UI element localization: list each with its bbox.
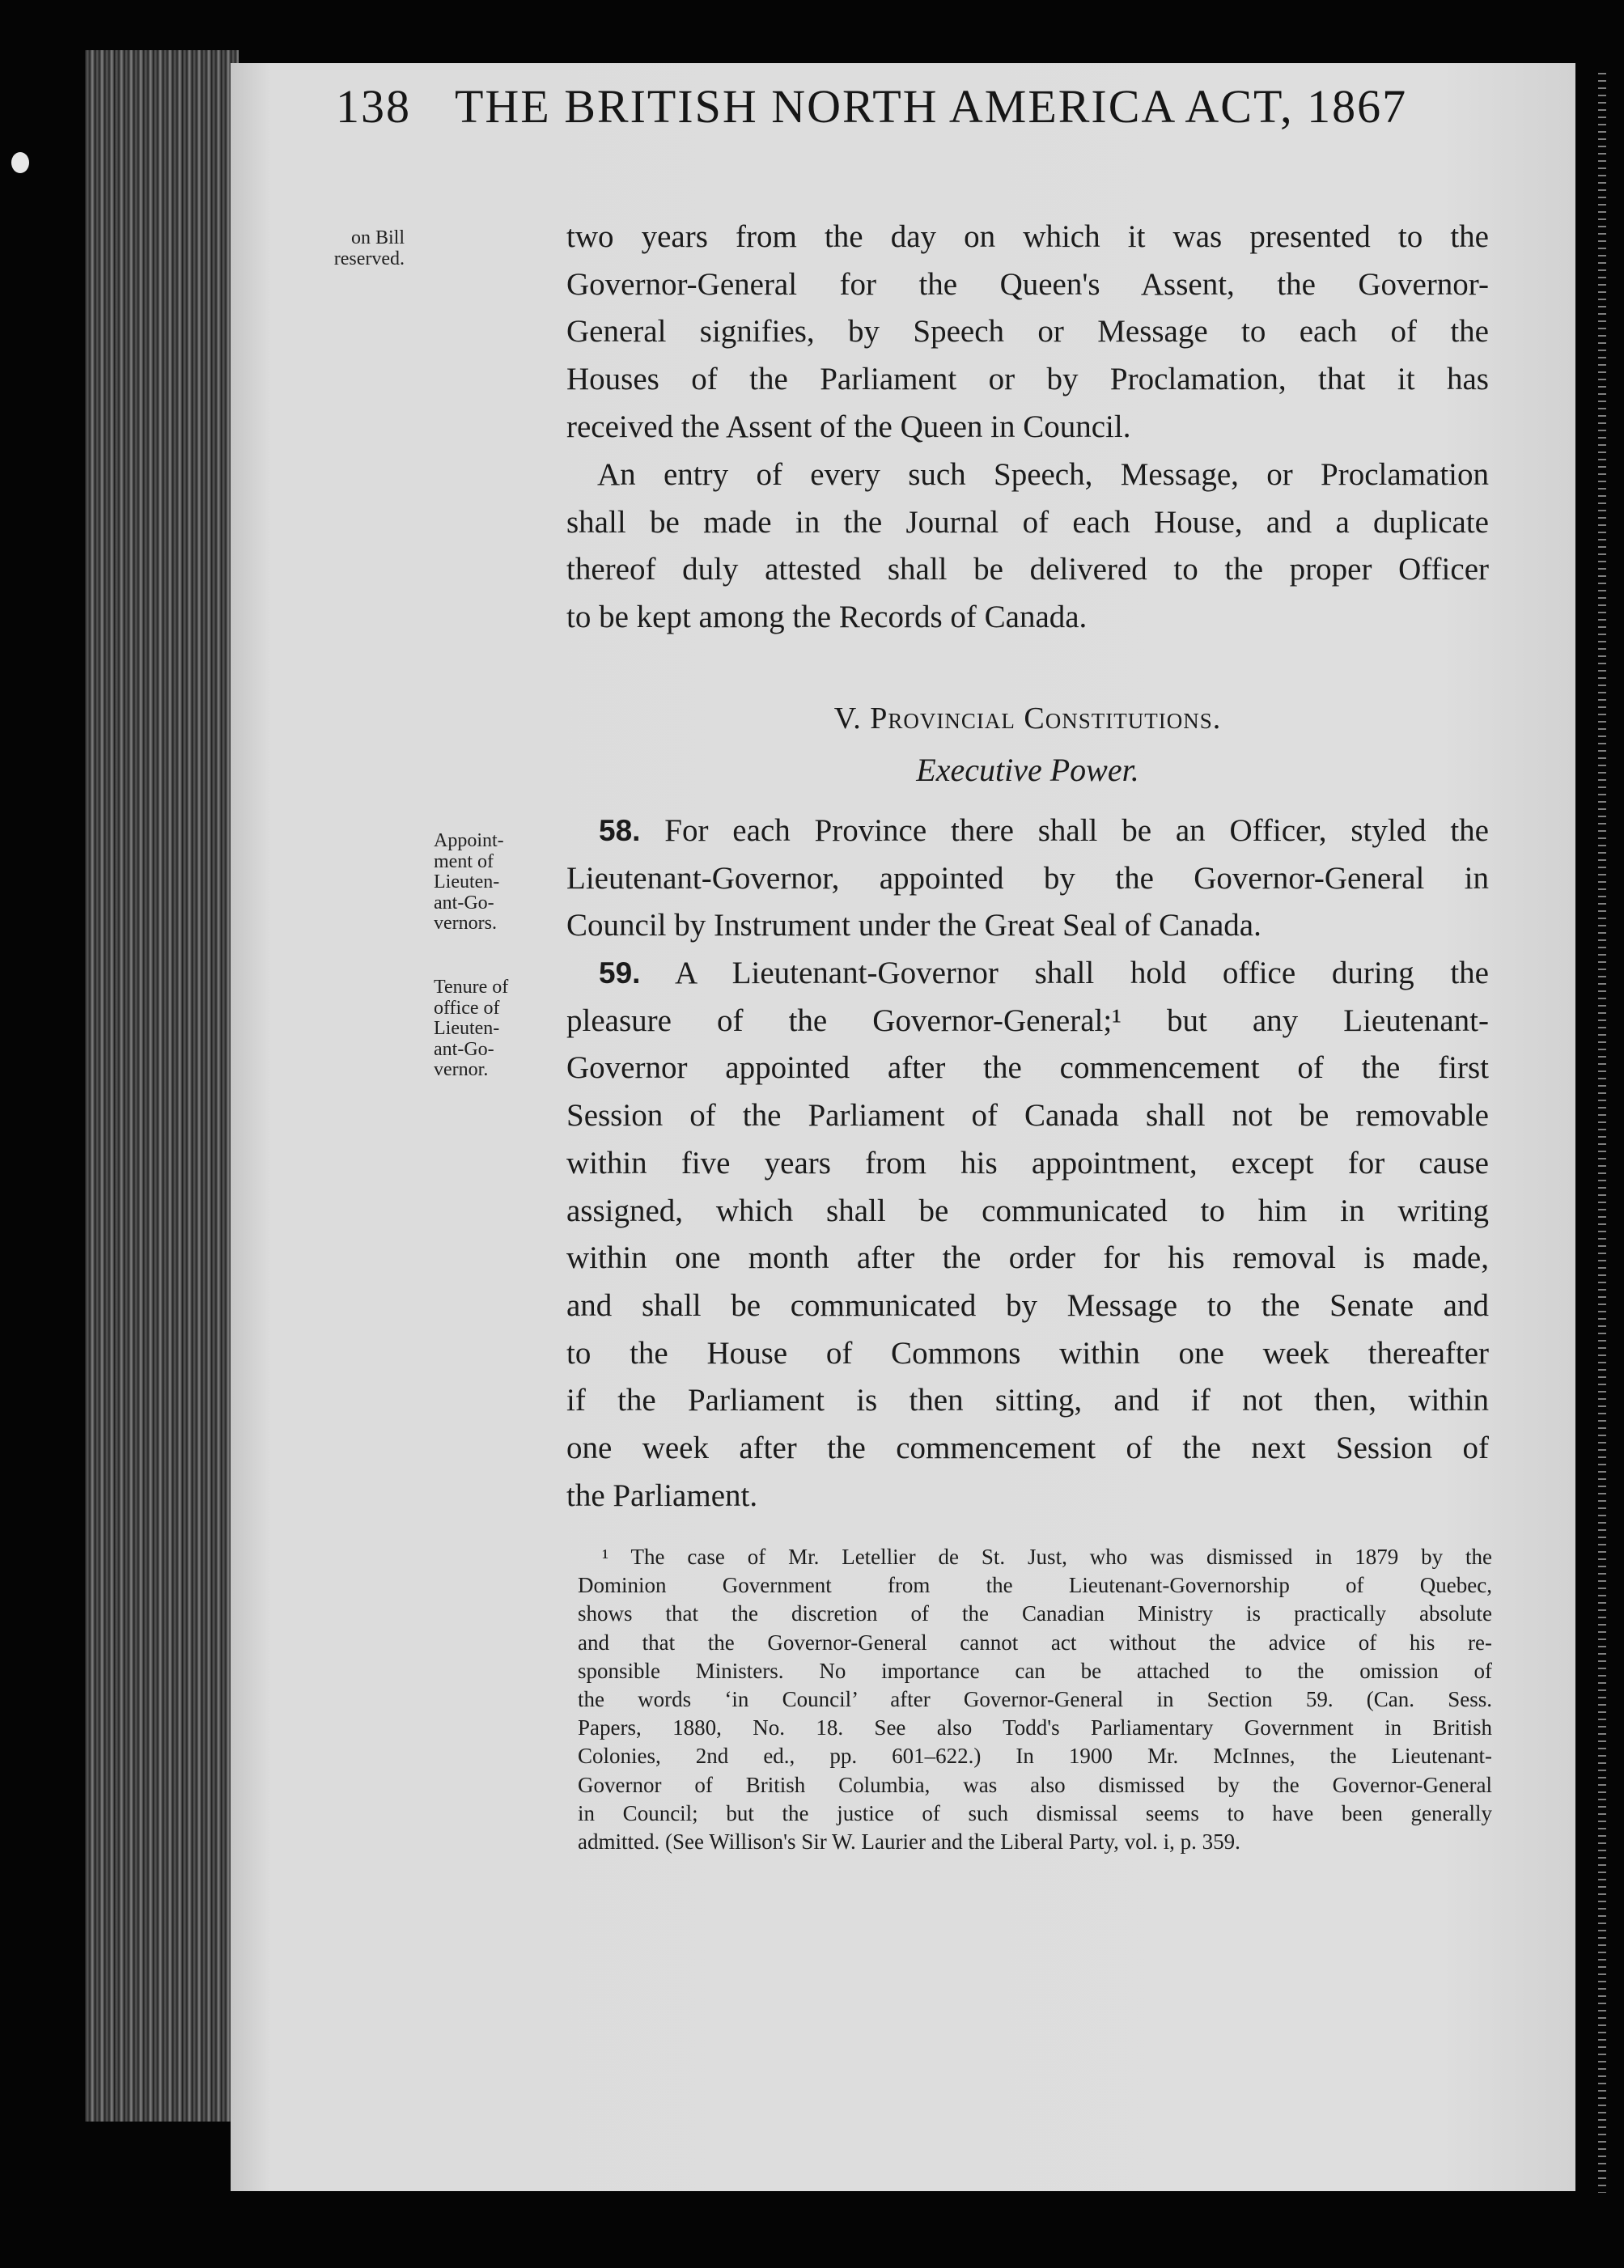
margin-note-line: vernors. — [434, 913, 497, 934]
text-line: received the Assent of the Queen in Council. — [566, 409, 1131, 444]
margin-note-line: Tenure of — [434, 977, 509, 998]
text-line: to be kept among the Records of Canada. — [566, 600, 1088, 635]
section-text: For each Province there shall be an Officer, styled the — [664, 813, 1489, 848]
footnote-line: Papers, 1880, No. 18. See also Todd's Parliamentary Government in British — [578, 1715, 1492, 1740]
margin-note-line: reserved. — [333, 248, 405, 269]
text-line: thereof duly attested shall be delivered to the proper Officer — [566, 552, 1489, 587]
text-line: the Parliament. — [566, 1477, 758, 1513]
margin-note-line: Lieuten- — [434, 871, 500, 892]
text-line: Governor appointed after the commencement of the first — [566, 1050, 1489, 1086]
text-line — [566, 808, 1489, 855]
section-text: A Lieutenant-Governor shall hold office during the — [674, 956, 1489, 990]
text-line — [566, 950, 1489, 998]
footnote-line: admitted. (See Willison's Sir W. Laurier and the Liberal Party, vol. i, p. 359. — [578, 1829, 1240, 1855]
text-line: pleasure of the Governor-General;¹ but any Lieutenant- — [566, 1003, 1489, 1038]
margin-note-appointment — [434, 831, 504, 935]
margin-note-line: office of — [434, 997, 500, 1019]
paragraph-bill-assent — [566, 214, 1489, 451]
text-line: within one month after the order for his removal is made, — [566, 1240, 1489, 1276]
footnote-line: and that the Governor-General cannot act without the advice of his re- — [578, 1630, 1492, 1655]
text-line: assigned, which shall be communicated to him in writing — [566, 1193, 1489, 1228]
margin-note-line: Appoint- — [434, 830, 504, 851]
text-line: Governor-General for the Queen's Assent, the Governor- — [566, 266, 1489, 302]
text-line: two years from the day on which it was presented to the — [566, 219, 1489, 254]
text-line: and shall be communicated by Message to the Senate and — [566, 1287, 1489, 1323]
section-number-58: 58. — [599, 814, 641, 847]
footnote-line: Governor of British Columbia, was also dismissed by the Governor-General — [578, 1772, 1492, 1797]
footnote-line: ¹ The case of Mr. Letellier de St. Just, who was dismissed in 1879 by the — [602, 1545, 1492, 1569]
text-line: Session of the Parliament of Canada shall not be removable — [566, 1098, 1489, 1134]
page-number: 138 — [336, 80, 411, 133]
margin-note-line: on Bill — [350, 227, 405, 248]
margin-note-line: ant-Go- — [434, 892, 494, 914]
section-number-59: 59. — [599, 956, 641, 990]
text-line: Houses of the Parliament or by Proclamation, that it has — [566, 362, 1489, 397]
text-line: to the House of Commons within one week thereafter — [566, 1335, 1489, 1371]
sub-heading: Executive Power. — [916, 752, 1139, 788]
section-58 — [566, 808, 1489, 950]
footnote-line: in Council; but the justice of such dismissal seems to have been generally — [578, 1800, 1492, 1825]
margin-note-line: vernor. — [434, 1059, 489, 1080]
section-59 — [566, 950, 1489, 1520]
scan-artifact — [11, 152, 29, 173]
running-title: THE BRITISH NORTH AMERICA ACT, 1867 — [454, 80, 1408, 133]
footnote — [578, 1543, 1492, 1856]
margin-note-bill-reserved — [334, 228, 405, 269]
text-line: within five years from his appointment, except for cause — [566, 1145, 1489, 1181]
margin-note-line: ment of — [434, 850, 494, 872]
footnote-line: the words ‘in Council’ after Governor-General in Section 59. (Can. Sess. — [578, 1687, 1492, 1712]
text-line: Council by Instrument under the Great Seal of Canada. — [566, 908, 1261, 943]
footnote-line: sponsible Ministers. No importance can be attached to the omission of — [578, 1658, 1492, 1683]
text-line: Lieutenant-Governor, appointed by the Governor-General in — [566, 860, 1489, 896]
text-line: An entry of every such Speech, Message, or Proclamation — [597, 457, 1489, 492]
margin-note-line: Lieuten- — [434, 1018, 500, 1039]
footnote-line: Dominion Government from the Lieutenant-Governorship of Quebec, — [578, 1573, 1492, 1598]
paragraph-entry-journal — [566, 451, 1489, 642]
text-line: shall be made in the Journal of each House, and a duplicate — [566, 504, 1489, 540]
text-line: if the Parliament is then sitting, and if not then, within — [566, 1383, 1489, 1418]
scan-edge-marks — [1598, 73, 1606, 2193]
text-line: one week after the commencement of the next Session of — [566, 1431, 1489, 1466]
margin-note-tenure — [434, 977, 508, 1081]
footnote-line: shows that the discretion of the Canadian Ministry is practically absolute — [578, 1601, 1492, 1626]
text-line: General signifies, by Speech or Message to each of the — [566, 314, 1489, 350]
footnote-line: Colonies, 2nd ed., pp. 601–622.) In 1900 Mr. McInnes, the Lieutenant- — [578, 1744, 1492, 1769]
book-page-edges — [85, 50, 239, 2122]
running-header — [336, 79, 1408, 134]
section-heading: V. Provincial Constitutions. — [833, 702, 1222, 736]
margin-note-line: ant-Go- — [434, 1038, 494, 1060]
